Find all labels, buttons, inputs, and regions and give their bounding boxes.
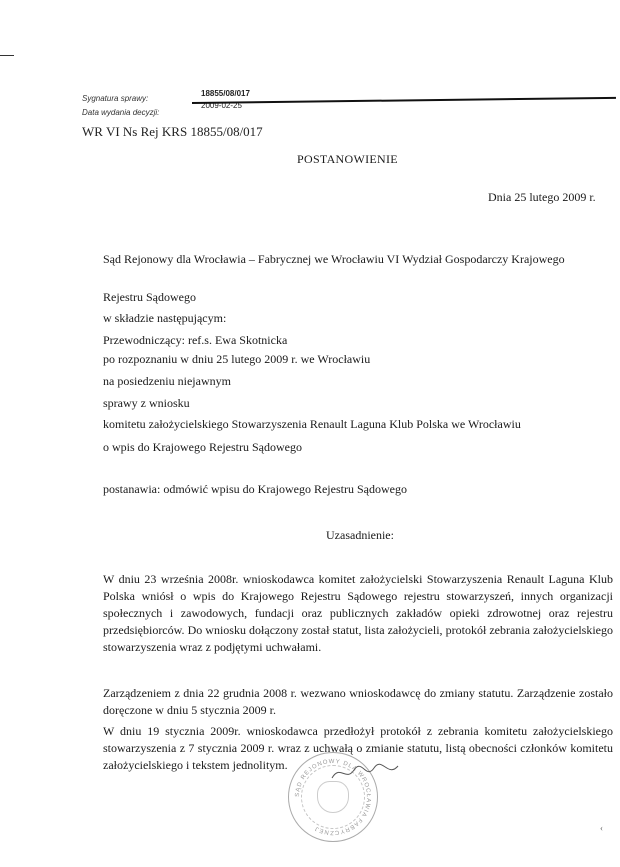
court-line-6: na posiedzeniu niejawnym: [103, 374, 231, 388]
ruling: postanawia: odmówić wpisu do Krajowego Rejestru Sądowego: [103, 482, 407, 496]
decision-date-value: 2009-02-25: [201, 101, 242, 110]
court-line-4: Przewodniczący: ref.s. Ewa Skotnicka: [103, 333, 288, 347]
stamp-text: SĄD REJONOWY DLA WROCŁAWIA FABRYCZNEJ: [294, 758, 372, 836]
court-line-1: Sąd Rejonowy dla Wrocławia – Fabrycznej we Wrocławiu VI Wydział Gospodarczy Krajowego: [103, 252, 565, 266]
court-line-5: po rozpoznaniu w dniu 25 lutego 2009 r. we Wrocławiu: [103, 352, 371, 366]
margin-mark: [0, 55, 14, 56]
justification-paragraph-2: Zarządzeniem z dnia 22 grudnia 2008 r. wezwano wnioskodawcę do zmiany statutu. Zarządzenie zostało doręczone w dniu 5 stycznia 2009 r.: [103, 686, 613, 717]
document-title: POSTANOWIENIE: [297, 152, 398, 166]
court-line-8: komitetu założycielskiego Stowarzyszenia Renault Laguna Klub Polska we Wrocławiu: [103, 417, 521, 431]
signature-scribble: [330, 760, 400, 786]
header-rule: [192, 97, 616, 104]
case-signature-value: 18855/08/017: [201, 89, 250, 98]
justification-paragraph-1: W dniu 23 września 2008r. wnioskodawca komitet założycielski Stowarzyszenia Renault Laguna Klub Polska wniósł o wpis do Krajowego Rejestru Sądowego rejestru stowarzyszeń, innych organizacji społecznych i zawodowych, fundacji oraz publicznych zakładów opieki zdrowotnej oraz rejestru przedsiębiorców. Do wniosku dołączony został statut, lista założycieli, protokół zebrania założycielskiego stowarzyszenia wraz z podjętymi uchwałami.: [103, 572, 613, 654]
court-line-7: sprawy z wniosku: [103, 396, 190, 410]
justification-heading: Uzasadnienie:: [326, 528, 394, 542]
court-line-2: Rejestru Sądowego: [103, 290, 196, 304]
court-line-3: w składzie następującym:: [103, 311, 227, 325]
case-reference: WR VI Ns Rej KRS 18855/08/017: [82, 124, 263, 139]
case-signature-label: Sygnatura sprawy:: [82, 94, 149, 103]
justification-paragraph-3: W dniu 19 stycznia 2009r. wnioskodawca przedłożył protokół z zebrania komitetu założycielskiego stowarzyszenia z 7 stycznia 2009 r. wraz z uchwałą o zmianie statutu, listą obecności członków komitetu założycielskiego i tekstem jednolitym.: [103, 724, 613, 772]
decision-date-label: Data wydania decyzji:: [82, 108, 160, 117]
document-date: Dnia 25 lutego 2009 r.: [488, 190, 596, 204]
court-line-9: o wpis do Krajowego Rejestru Sądowego: [103, 440, 302, 454]
corner-mark: ‹: [600, 823, 603, 833]
